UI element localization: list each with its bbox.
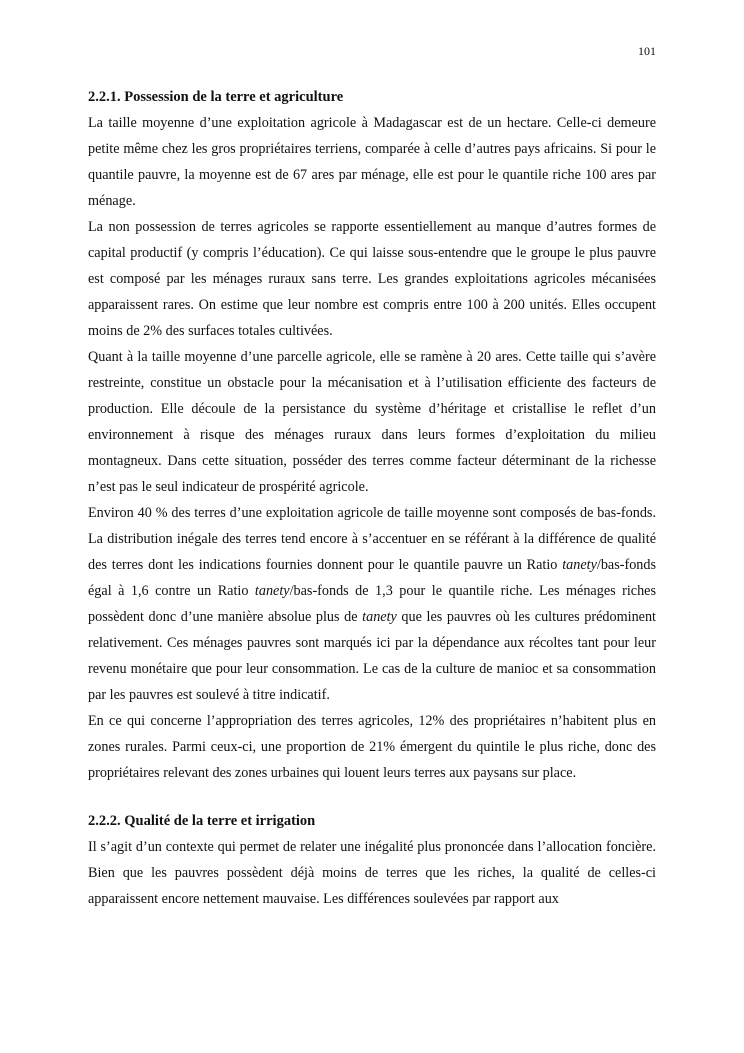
- paragraph-lowlands: [88, 500, 656, 708]
- text-run: Environ 40 % des terres d’une exploitation agricole de taille moyenne sont composés de bas-fonds. La distribution inégale des terres tend encore à s’accentuer en se référant à la différence de qualité des terres dont les indications fournies donnent pour le quantile pauvre un Ratio: [88, 505, 656, 573]
- document-body: [88, 84, 656, 912]
- paragraph-farm-size: La taille moyenne d’une exploitation agricole à Madagascar est de un hectare. Celle-ci demeure petite même chez les gros propriétaires terriens, comparée à celle d’autres pays africains. Si pour le quantile pauvre, la moyenne est de 67 ares par ménage, elle est pour le quantile riche 100 ares par ménage.: [88, 115, 656, 209]
- text-run: /bas-fonds égal à 1,6 contre un Ratio: [88, 557, 656, 599]
- section-heading-2-2-2: 2.2.2. Qualité de la terre et irrigation: [88, 813, 316, 829]
- italic-term: tanety: [562, 557, 597, 573]
- paragraph-parcel-size: Quant à la taille moyenne d’une parcelle agricole, elle se ramène à 20 ares. Cette taille qui s’avère restreinte, constitue un obstacle pour la mécanisation et à l’utilisation efficiente des facteurs de production. Elle découle de la persistance du système d’héritage et cristallise le reflet d’un environnement à risque des ménages ruraux dans leurs formes d’exploitation du milieu montagneux. Dans cette situation, posséder des terres comme facteur déterminant de la richesse n’est pas le seul indicateur de prospérité agricole.: [88, 349, 656, 495]
- paragraph-land-quality: Il s’agit d’un contexte qui permet de relater une inégalité plus prononcée dans l’allocation foncière. Bien que les pauvres possèdent déjà moins de terres que les riches, la qualité de celles-ci apparaissent encore nettement mauvaise. Les différences soulevées par rapport aux: [88, 839, 656, 907]
- paragraph-land-ownership: La non possession de terres agricoles se rapporte essentiellement au manque d’autres formes de capital productif (y compris l’éducation). Ce qui laisse sous-entendre que le groupe le plus pauvre est composé par les ménages ruraux sans terre. Les grandes exploitations agricoles mécanisées apparaissent rares. On estime que leur nombre est compris entre 100 à 200 unités. Elles occupent moins de 2% des surfaces totales cultivées.: [88, 219, 656, 339]
- text-run: que les pauvres où les cultures prédominent relativement. Ces ménages pauvres sont marqués ici par la dépendance aux récoltes tant pour leur revenu monétaire que pour leur consommation. Le cas de la culture de manioc et sa consommation par les pauvres est soulevé à titre indicatif.: [88, 609, 657, 703]
- section-heading-2-2-1: 2.2.1. Possession de la terre et agriculture: [88, 89, 344, 105]
- italic-term: tanety: [362, 609, 397, 625]
- page-number: 101: [638, 44, 656, 58]
- italic-term: tanety: [254, 583, 290, 599]
- paragraph-land-appropriation: En ce qui concerne l’appropriation des terres agricoles, 12% des propriétaires n’habitent plus en zones rurales. Parmi ceux-ci, une proportion de 21% émergent du quintile le plus riche, donc des propriétaires relevant des zones urbaines qui louent leurs terres aux paysans sur place.: [88, 713, 656, 781]
- text-run: /bas-fonds de 1,3 pour le quantile riche. Les ménages riches possèdent donc d’une manière absolue plus de: [88, 583, 656, 625]
